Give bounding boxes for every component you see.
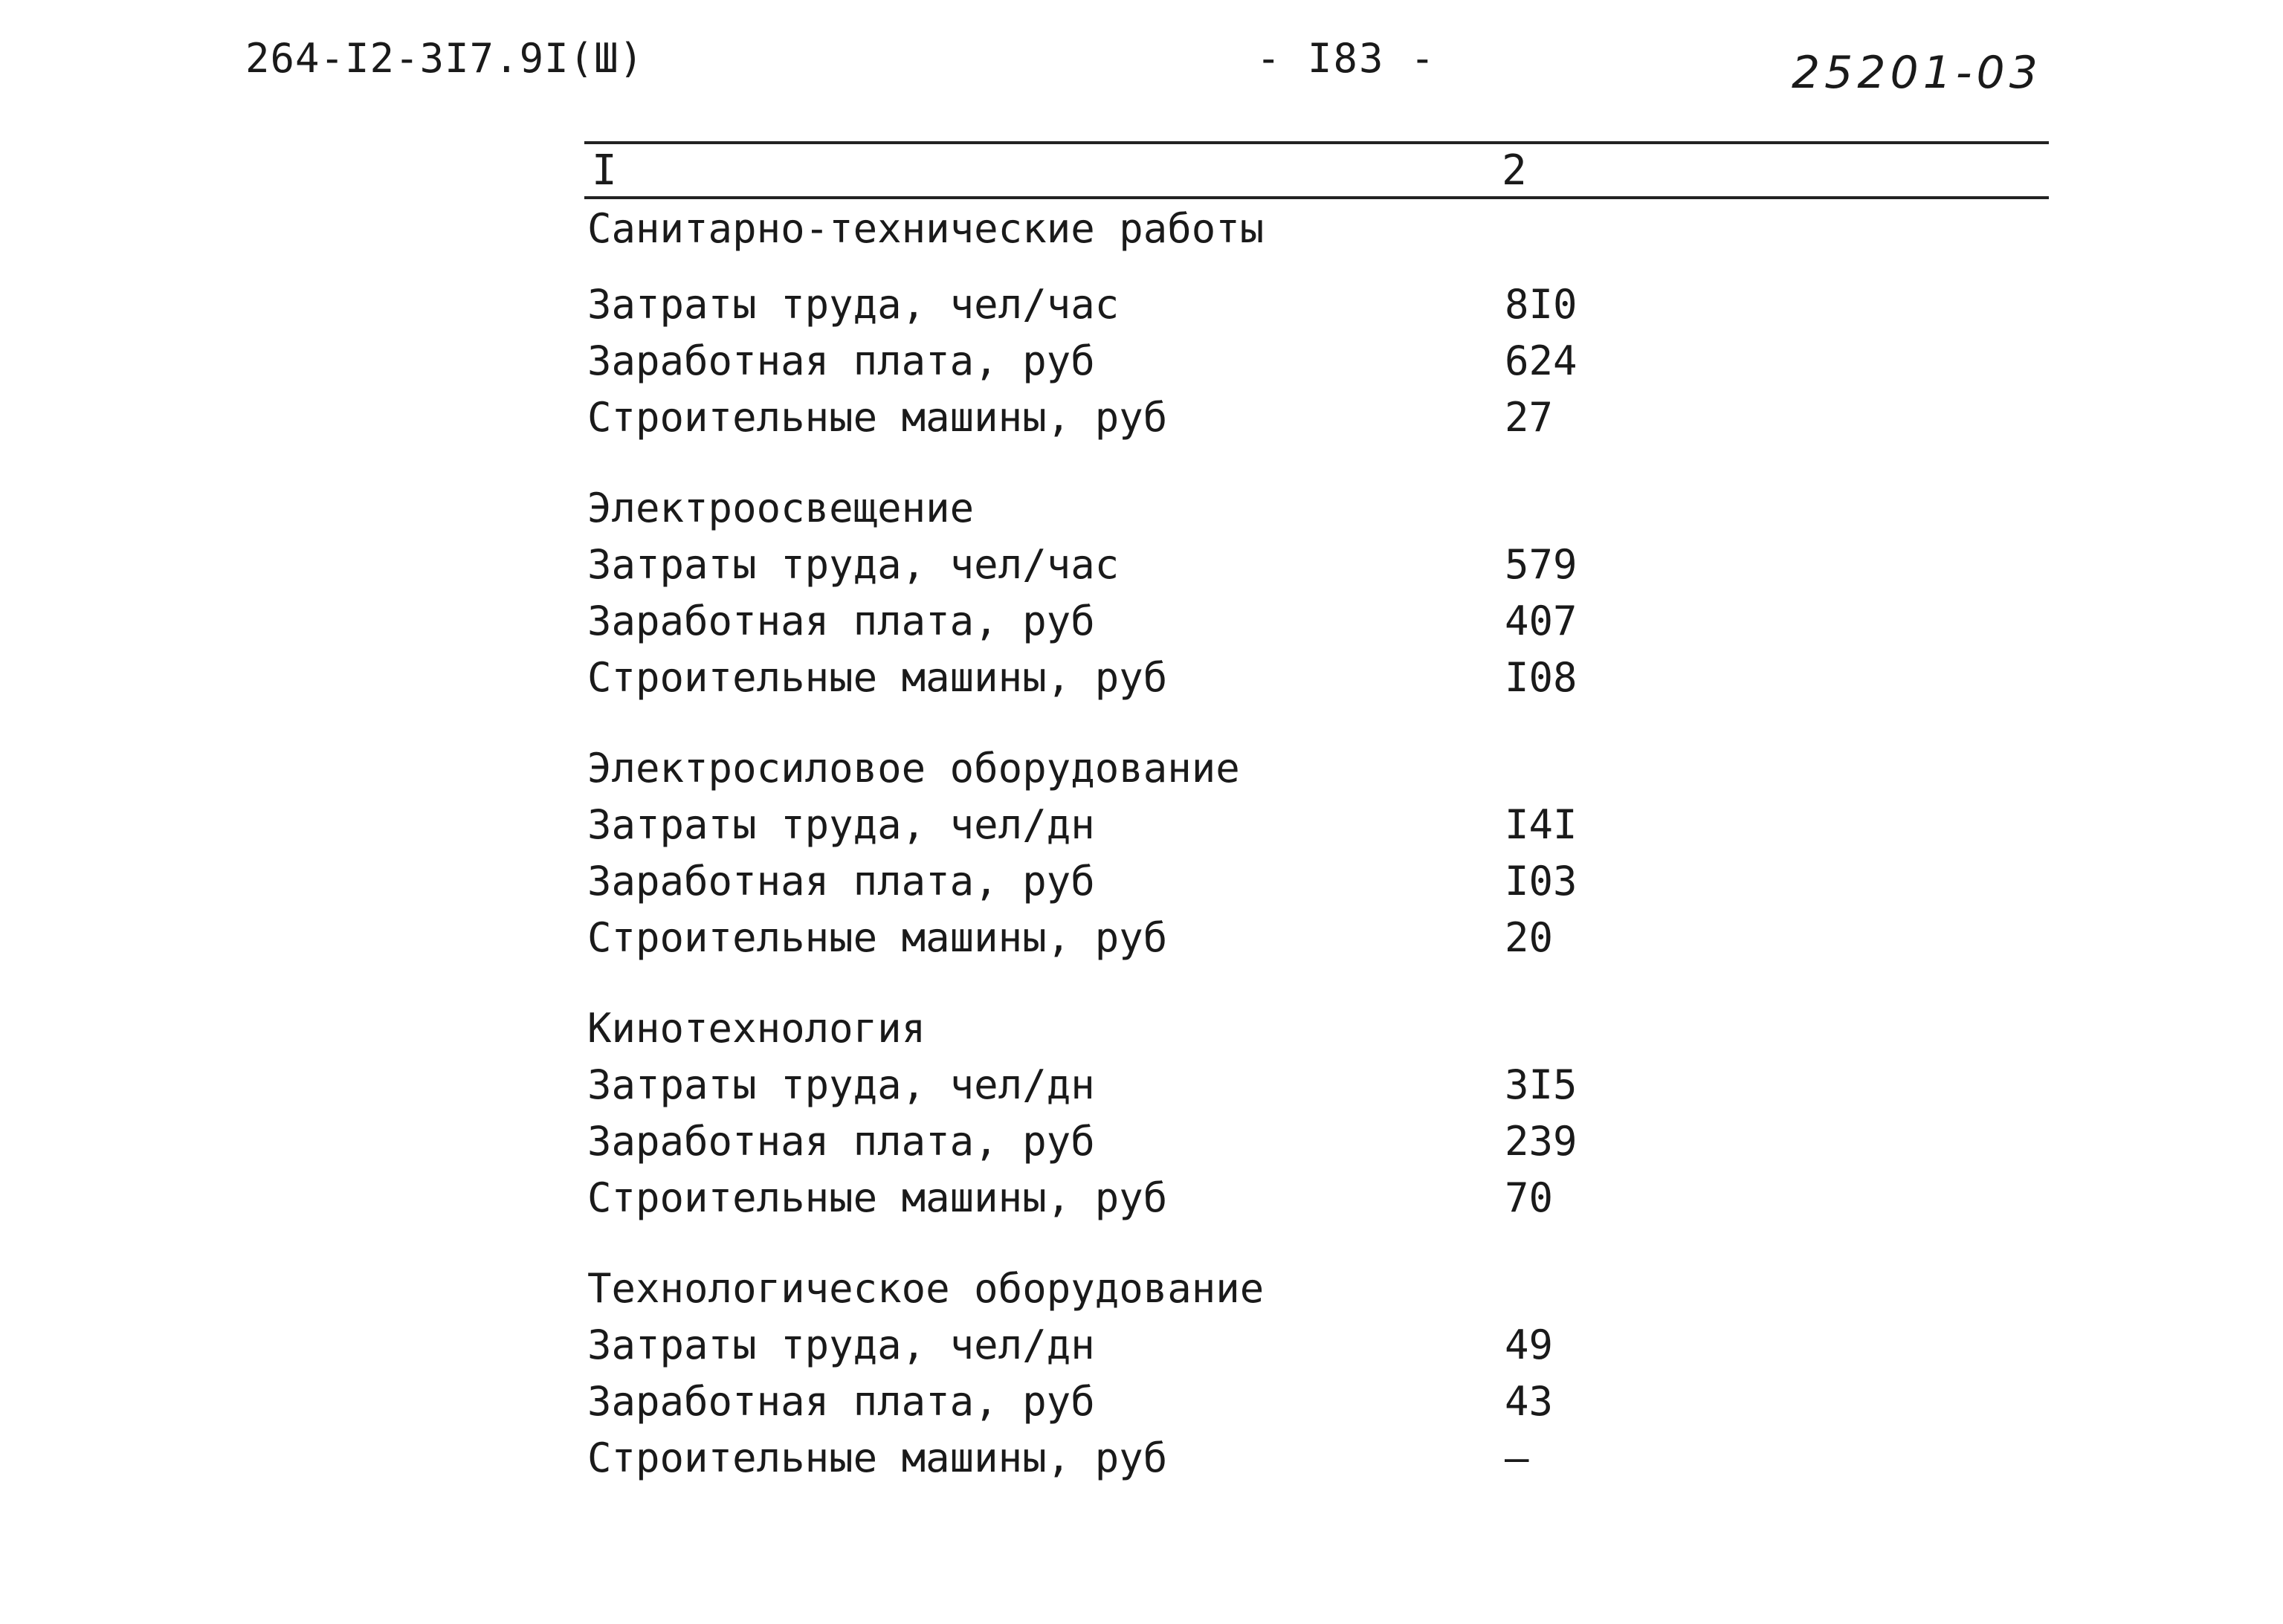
row-value: 20 <box>1505 914 1554 961</box>
table-row <box>584 276 2049 333</box>
row-label: Заработная плата, руб <box>587 598 1095 644</box>
cost-table <box>584 201 2049 1521</box>
row-label: Заработная плата, руб <box>587 337 1095 384</box>
row-label: Строительные машины, руб <box>587 1434 1168 1481</box>
row-label: Затраты труда, чел/дн <box>587 1061 1095 1108</box>
section-title: Электросиловое оборудование <box>587 745 1240 792</box>
row-value: 407 <box>1505 598 1578 644</box>
row-value: – <box>1505 1434 1529 1481</box>
row-label: Затраты труда, чел/час <box>587 281 1120 328</box>
table-row <box>584 853 2049 910</box>
row-value: I4I <box>1505 801 1578 848</box>
row-label: Строительные машины, руб <box>587 914 1168 961</box>
table-row <box>584 797 2049 853</box>
table-row <box>584 1057 2049 1113</box>
row-value: 49 <box>1505 1321 1554 1368</box>
section-title: Электроосвещение <box>587 485 975 531</box>
table-row <box>584 333 2049 389</box>
table-row <box>584 593 2049 650</box>
row-value: 239 <box>1505 1118 1578 1165</box>
row-value: 8I0 <box>1505 281 1578 328</box>
page-number: - I83 - <box>1256 35 1436 82</box>
row-value: I03 <box>1505 858 1578 905</box>
table-section <box>584 480 2049 706</box>
row-value: I08 <box>1505 654 1578 701</box>
row-value: 579 <box>1505 541 1578 588</box>
row-label: Заработная плата, руб <box>587 1378 1095 1425</box>
table-row <box>584 1113 2049 1170</box>
column-header-1: I <box>592 146 617 195</box>
table-row <box>584 1317 2049 1374</box>
table-section <box>584 1000 2049 1226</box>
row-label: Строительные машины, руб <box>587 394 1168 441</box>
row-label: Строительные машины, руб <box>587 1174 1168 1221</box>
row-label: Заработная плата, руб <box>587 1118 1095 1165</box>
table-row <box>584 537 2049 593</box>
table-row <box>584 389 2049 446</box>
row-label: Заработная плата, руб <box>587 858 1095 905</box>
row-value: 624 <box>1505 337 1578 384</box>
row-label: Строительные машины, руб <box>587 654 1168 701</box>
table-section <box>584 201 2049 446</box>
column-header-2: 2 <box>1502 146 1527 195</box>
row-label: Затраты труда, чел/час <box>587 541 1120 588</box>
row-label: Затраты труда, чел/дн <box>587 1321 1095 1368</box>
row-value: 43 <box>1505 1378 1554 1425</box>
table-row <box>584 1430 2049 1486</box>
table-section <box>584 740 2049 966</box>
section-title: Технологическое оборудование <box>587 1265 1265 1312</box>
table-header-rule <box>584 196 2049 199</box>
section-title: Санитарно-технические работы <box>587 205 1265 252</box>
table-top-rule <box>584 141 2049 144</box>
row-value: 70 <box>1505 1174 1554 1221</box>
table-section <box>584 1261 2049 1486</box>
sheet-code: 25201-03 <box>1792 47 2042 99</box>
table-row <box>584 1374 2049 1430</box>
table-row <box>584 910 2049 966</box>
row-label: Затраты труда, чел/дн <box>587 801 1095 848</box>
section-title: Кинотехнология <box>587 1005 926 1052</box>
table-row <box>584 1170 2049 1226</box>
row-value: 27 <box>1505 394 1554 441</box>
row-value: 3I5 <box>1505 1061 1578 1108</box>
table-row <box>584 650 2049 706</box>
document-code: 264-I2-3I7.9I(Ш) <box>245 35 645 82</box>
